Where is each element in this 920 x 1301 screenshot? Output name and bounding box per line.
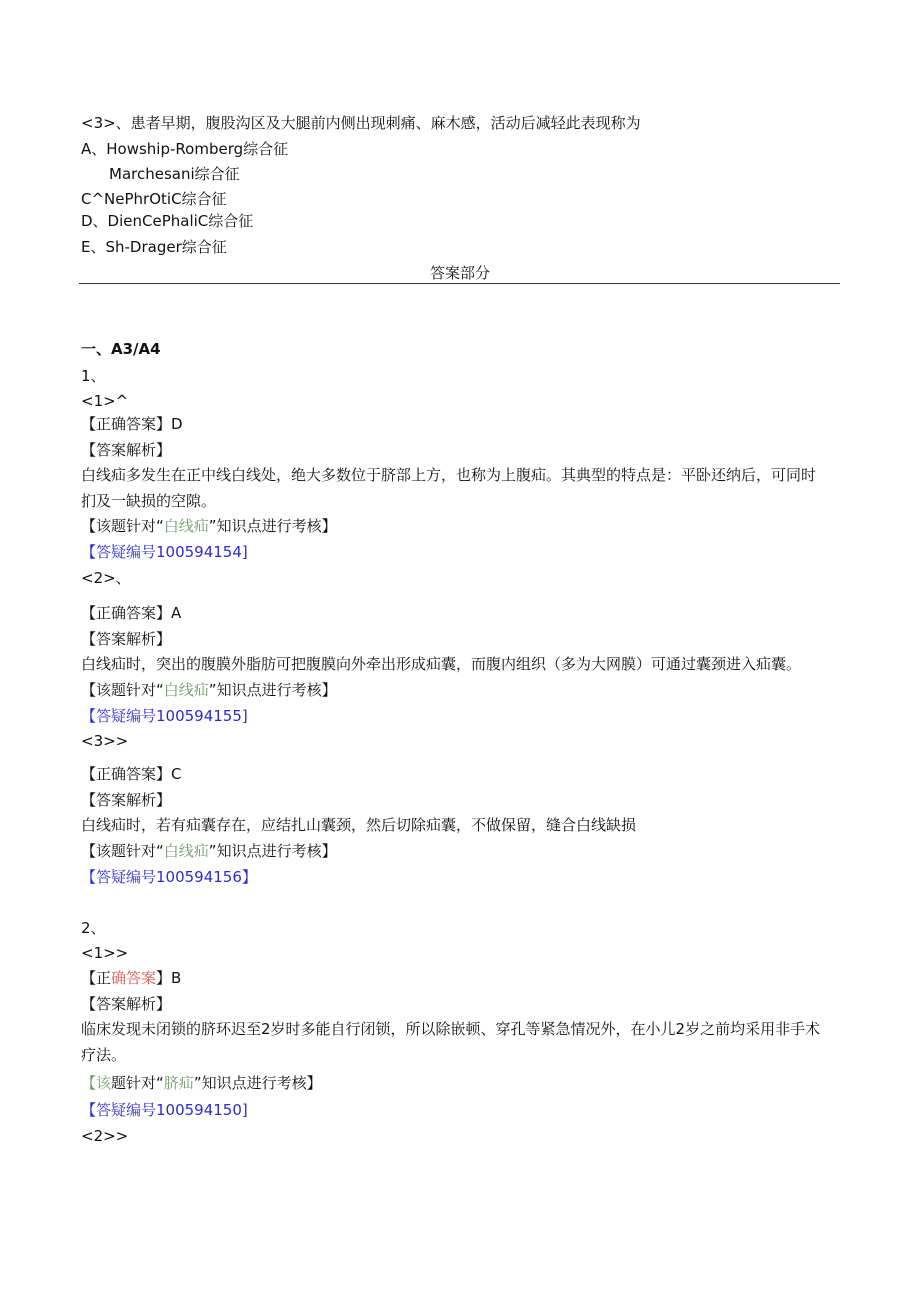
option-b: Marchesani综合征 [109, 165, 240, 183]
topic-name[interactable]: 脐疝 [163, 1074, 194, 1092]
correct-answer: 【正确答案】D [81, 415, 183, 433]
group-number: 1、 [81, 367, 106, 385]
analysis-label: 【答案解析】 [81, 995, 172, 1013]
answer-suffix: 】B [156, 969, 182, 987]
item-label: <2>> [81, 1127, 129, 1145]
section-divider [79, 283, 840, 284]
topic-line [81, 680, 337, 700]
topic-name[interactable]: 白线疝 [163, 842, 209, 860]
query-id-link[interactable]: 【答疑编号100594150] [81, 1101, 248, 1119]
item-label: <1>> [81, 944, 129, 962]
topic-line [81, 1073, 322, 1093]
topic-suffix: ”知识点进行考核】 [208, 842, 337, 860]
option-a: A、Howship-Romberg综合征 [81, 140, 289, 158]
analysis-label: 【答案解析】 [81, 630, 172, 648]
answers-section-title: 答案部分 [429, 264, 490, 282]
analysis-text: 白线疝时，若有疝囊存在，应结扎山囊颈，然后切除疝囊，不做保留，缝合白线缺损 [81, 816, 637, 834]
correct-answer: 【正确答案】C [81, 765, 182, 783]
topic-name[interactable]: 白线疝 [163, 517, 209, 535]
topic-line [81, 841, 337, 861]
item-label: <1>^ [81, 392, 129, 410]
topic-suffix: ”知识点进行考核】 [193, 1074, 322, 1092]
topic-prefix: 题针对“ [111, 1074, 164, 1092]
correct-answer [81, 968, 181, 988]
analysis-label: 【答案解析】 [81, 441, 172, 459]
analysis-text: 白线疝时，突出的腹膜外脂肪可把腹膜向外牵出形成疝囊，而腹内组织（多为大网膜）可通过囊颈进入疝囊。 [81, 655, 802, 673]
query-id-link[interactable]: 【答疑编号100594154] [81, 543, 248, 561]
item-label: <3>> [81, 732, 129, 750]
item-label: <2>、 [81, 569, 131, 587]
option-c: C^NePhrOtiC综合征 [81, 190, 227, 208]
section-heading: 一、A3/A4 [81, 340, 161, 358]
analysis-text: 白线疝多发生在正中线白线处，绝大多数位于脐部上方，也称为上腹疝。其典型的特点是：平卧还纳后，可同时扪及一缺损的空隙。 [81, 466, 817, 510]
option-e: E、Sh-Drager综合征 [81, 238, 227, 256]
analysis-text: 临床发现未闭锁的脐环迟至2岁时多能自行闭锁，所以除嵌顿、穿孔等紧急情况外，在小儿2岁之前均采用非手术疗法。 [81, 1020, 821, 1064]
topic-prefix: 【该题针对“ [81, 681, 164, 699]
correct-answer: 【正确答案】A [81, 604, 182, 622]
topic-line [81, 516, 337, 536]
query-id-link[interactable]: 【答疑编号100594155] [81, 707, 248, 725]
topic-prefix: 【该题针对“ [81, 517, 164, 535]
option-d: D、DienCePhaliC综合征 [81, 212, 254, 230]
question-stem: <3>、患者早期，腹股沟区及大腿前内侧出现刺痛、麻木感，活动后减轻此表现称为 [81, 114, 641, 132]
query-id-link[interactable]: 【答疑编号100594156】 [81, 868, 257, 886]
topic-suffix: ”知识点进行考核】 [208, 681, 337, 699]
group-number: 2、 [81, 919, 106, 937]
analysis-label: 【答案解析】 [81, 791, 172, 809]
answer-prefix: 【正 [81, 969, 112, 987]
topic-name[interactable]: 白线疝 [163, 681, 209, 699]
topic-suffix: ”知识点进行考核】 [208, 517, 337, 535]
answer-highlight: 确答案 [111, 969, 157, 987]
topic-prefix-highlight: 【该 [81, 1074, 112, 1092]
topic-prefix: 【该题针对“ [81, 842, 164, 860]
